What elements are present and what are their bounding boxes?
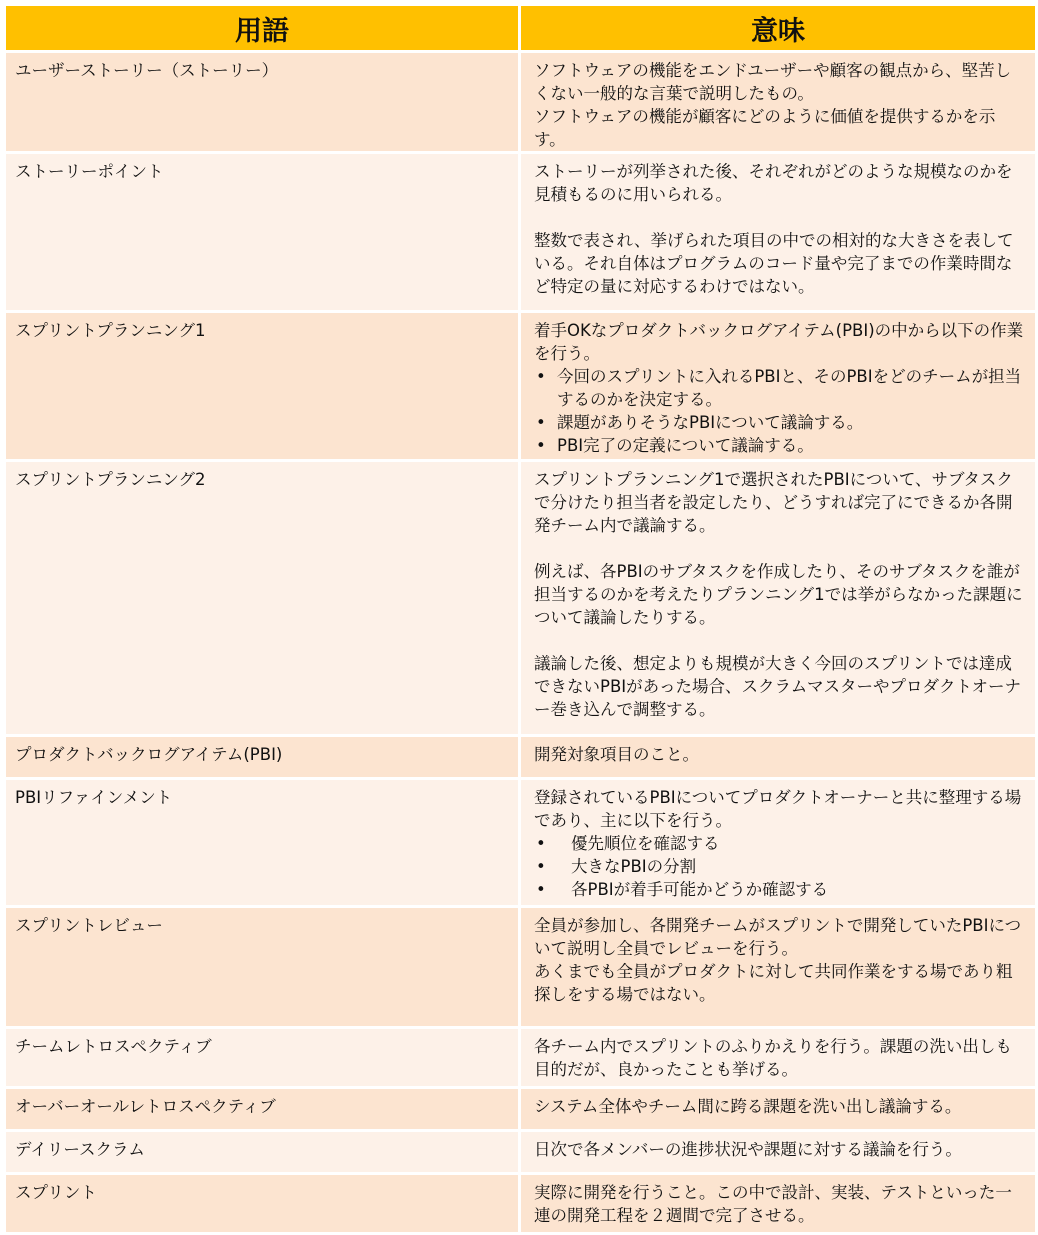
meaning-paragraph: 着手OKなプロダクトバックログアイテム(PBI)の中から以下の作業を行う。 <box>534 321 1024 363</box>
meaning-cell <box>520 1088 1037 1131</box>
meaning-cell <box>520 736 1037 779</box>
term-cell <box>5 1028 520 1088</box>
meaning-cell <box>520 1028 1037 1088</box>
term-cell <box>5 1174 520 1234</box>
term-text: プロダクトバックログアイテム(PBI) <box>15 745 283 764</box>
paragraph-spacer <box>534 206 1027 229</box>
term-cell <box>5 461 520 736</box>
term-text: スプリントプランニング2 <box>15 470 206 489</box>
meaning-paragraph: ストーリーが列挙された後、それぞれがどのような規模なのかを見積もるのに用いられる。 <box>534 162 1013 204</box>
term-cell <box>5 736 520 779</box>
meaning-paragraph: 実際に開発を行うこと。この中で設計、実装、テストといった一連の開発工程を２週間で完了させる。 <box>534 1183 1012 1225</box>
bullet-item: • 各PBIが着手可能かどうか確認する <box>534 878 1027 901</box>
meaning-content <box>521 53 1035 151</box>
bullet-item: • PBI完了の定義について議論する。 <box>534 434 1027 457</box>
meaning-content <box>521 154 1035 298</box>
term-text: スプリントプランニング1 <box>15 321 206 340</box>
meaning-content <box>521 780 1035 901</box>
term-text: チームレトロスペクティブ <box>15 1037 212 1056</box>
meaning-paragraph: 整数で表され、挙げられた項目の中での相対的な大きさを表している。それ自体はプログラムのコード量や完了までの作業時間など特定の量に対応するわけではない。 <box>534 231 1014 296</box>
meaning-content <box>521 737 1035 766</box>
meaning-column-header: 意味 <box>520 5 1037 52</box>
meaning-paragraph: 例えば、各PBIのサブタスクを作成したり、そのサブタスクを誰が担当するのかを考えたりプランニング1では挙がらなかった課題について議論したりする。 <box>534 562 1023 627</box>
meaning-paragraph: スプリントプランニング1で選択されたPBIについて、サブタスクで分けたり担当者を設定したり、どうすれば完了にできるか各開発チーム内で議論する。 <box>534 470 1013 535</box>
meaning-paragraph: 議論した後、想定よりも規模が大きく今回のスプリントでは達成できないPBIがあった場合、スクラムマスターやプロダクトオーナー巻き込んで調整する。 <box>534 654 1021 719</box>
meaning-cell <box>520 779 1037 907</box>
term-cell <box>5 779 520 907</box>
meaning-paragraph: あくまでも全員がプロダクトに対して共同作業をする場であり粗探しをする場ではない。 <box>534 962 1013 1004</box>
meaning-paragraph: 登録されているPBIについてプロダクトオーナーと共に整理する場であり、主に以下を行う。 <box>534 788 1022 830</box>
table-row <box>5 1088 1037 1131</box>
table-row <box>5 736 1037 779</box>
meaning-paragraph: 各チーム内でスプリントのふりかえりを行う。課題の洗い出しも目的だが、良かったことも挙げる。 <box>534 1037 1012 1079</box>
meaning-content <box>521 1175 1035 1227</box>
header-row <box>5 5 1037 52</box>
table-row <box>5 461 1037 736</box>
table-row <box>5 153 1037 312</box>
term-text: スプリント <box>15 1183 97 1202</box>
meaning-cell <box>520 461 1037 736</box>
meaning-paragraph: ソフトウェアの機能が顧客にどのように価値を提供するかを示す。 <box>534 107 996 149</box>
meaning-content <box>521 1089 1035 1118</box>
term-cell <box>5 153 520 312</box>
paragraph-spacer <box>534 537 1027 560</box>
term-text: ストーリーポイント <box>15 162 164 181</box>
table-row <box>5 907 1037 1028</box>
table-row <box>5 52 1037 153</box>
bullet-item: • 今回のスプリントに入れるPBIと、そのPBIをどのチームが担当するのかを決定する。 <box>534 365 1027 411</box>
paragraph-spacer <box>534 629 1027 652</box>
bullet-list <box>534 365 1027 457</box>
meaning-content <box>521 1029 1035 1081</box>
glossary-table <box>3 3 1038 1235</box>
bullet-item: • 課題がありそうなPBIについて議論する。 <box>534 411 1027 434</box>
term-text: オーバーオールレトロスペクティブ <box>15 1097 276 1116</box>
meaning-content <box>521 908 1035 1006</box>
term-cell <box>5 907 520 1028</box>
meaning-content <box>521 462 1035 721</box>
term-cell <box>5 1088 520 1131</box>
table-row <box>5 1174 1037 1234</box>
meaning-cell <box>520 1131 1037 1174</box>
table-row <box>5 1131 1037 1174</box>
meaning-paragraph: 開発対象項目のこと。 <box>534 745 699 764</box>
meaning-cell <box>520 907 1037 1028</box>
meaning-cell <box>520 1174 1037 1234</box>
meaning-content <box>521 1132 1035 1161</box>
term-cell <box>5 312 520 461</box>
meaning-paragraph: 全員が参加し、各開発チームがスプリントで開発していたPBIについて説明し全員でレビューを行う。 <box>534 916 1022 958</box>
table-body <box>5 52 1037 1234</box>
meaning-content <box>521 313 1035 457</box>
term-text: PBIリファインメント <box>15 788 173 807</box>
table-row <box>5 1028 1037 1088</box>
table-row <box>5 312 1037 461</box>
term-cell <box>5 52 520 153</box>
term-text: スプリントレビュー <box>15 916 163 935</box>
term-text: デイリースクラム <box>15 1140 145 1159</box>
term-text: ユーザーストーリー（ストーリー） <box>15 61 279 80</box>
meaning-paragraph: ソフトウェアの機能をエンドユーザーや顧客の観点から、堅苦しくない一般的な言葉で説明したもの。 <box>534 61 1012 103</box>
meaning-cell <box>520 52 1037 153</box>
bullet-item: • 優先順位を確認する <box>534 832 1027 855</box>
table-row <box>5 779 1037 907</box>
term-column-header: 用語 <box>5 5 520 52</box>
meaning-paragraph: 日次で各メンバーの進捗状況や課題に対する議論を行う。 <box>534 1140 962 1159</box>
term-cell <box>5 1131 520 1174</box>
meaning-paragraph: システム全体やチーム間に跨る課題を洗い出し議論する。 <box>534 1097 962 1116</box>
meaning-cell <box>520 153 1037 312</box>
bullet-list <box>534 832 1027 901</box>
meaning-cell <box>520 312 1037 461</box>
bullet-item: • 大きなPBIの分割 <box>534 855 1027 878</box>
